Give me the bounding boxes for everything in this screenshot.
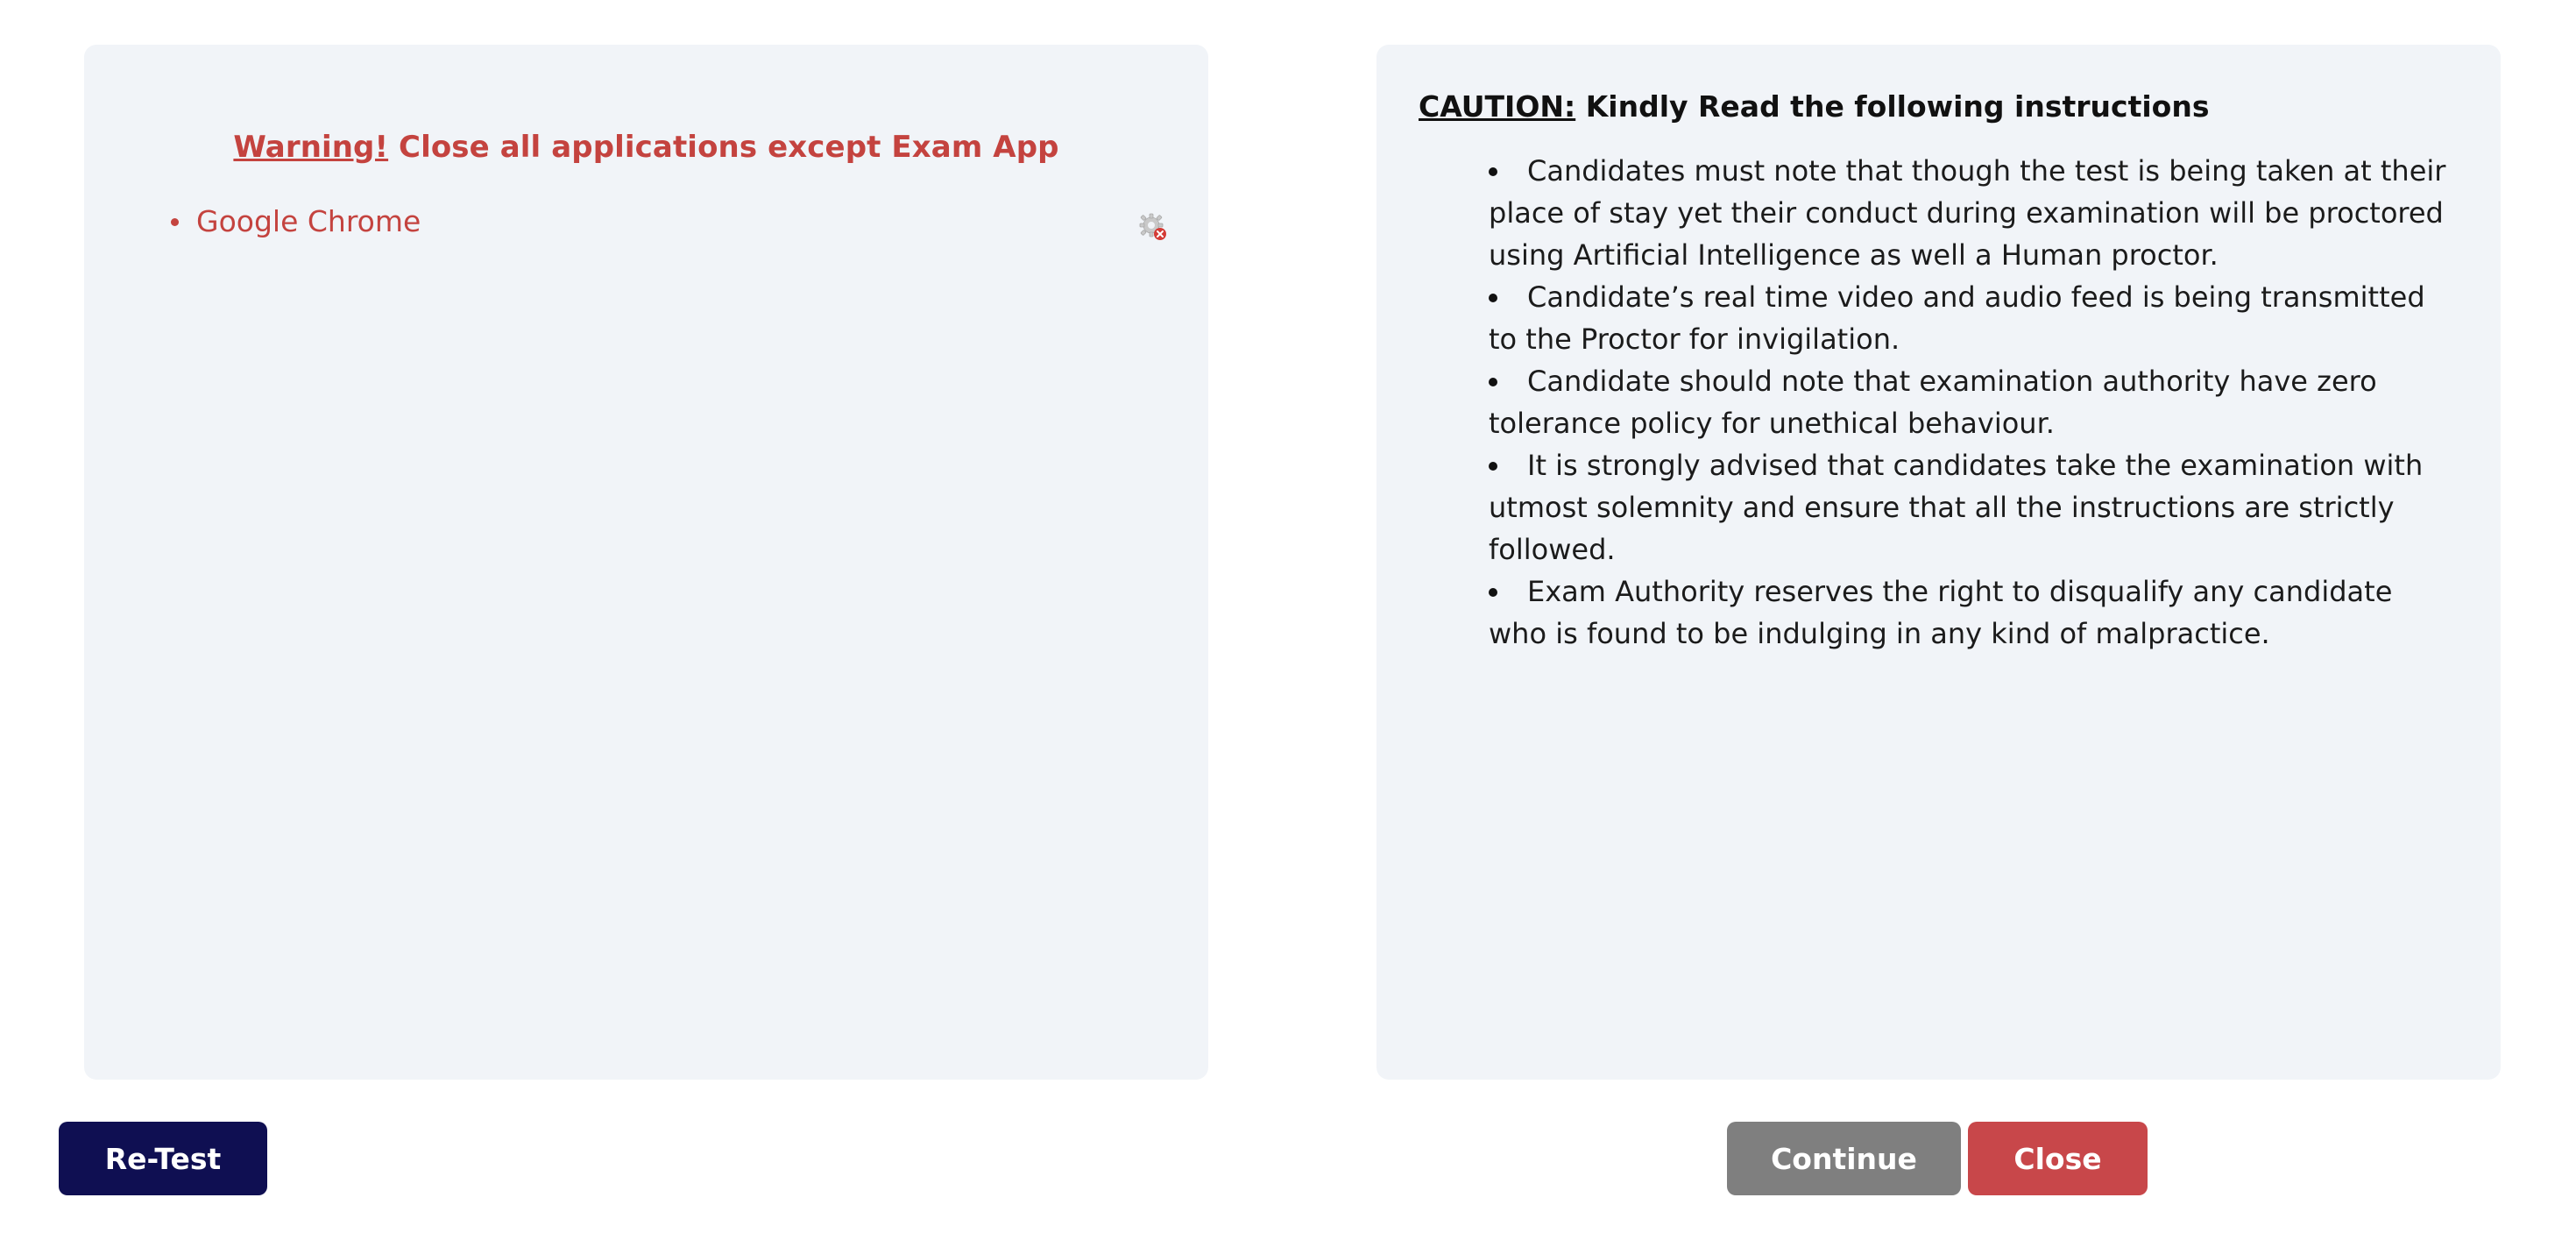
app-name: Google Chrome: [196, 204, 421, 238]
instructions-list: [1419, 150, 2459, 655]
list-item: It is strongly advised that candidates take the examination with utmost solemnity and ensure that all the instructions are strictly followed.: [1489, 444, 2459, 570]
list-item: Candidate’s real time video and audio feed is being transmitted to the Proctor for invigilation.: [1489, 276, 2459, 360]
retest-button[interactable]: Re-Test: [59, 1122, 267, 1195]
continue-button[interactable]: Continue: [1727, 1122, 1961, 1195]
list-item: Candidates must note that though the test is being taken at their place of stay yet their conduct during examination will be proctored using Artificial Intelligence as well a Human proctor.: [1489, 150, 2459, 276]
running-apps-panel: [84, 45, 1208, 1080]
warning-label: Warning!: [233, 130, 389, 165]
instructions-panel: [1376, 45, 2501, 1080]
close-button[interactable]: Close: [1968, 1122, 2148, 1195]
list-item: Exam Authority reserves the right to disqualify any candidate who is found to be indulging in any kind of malpractice.: [1489, 570, 2459, 655]
warning-heading: [84, 130, 1208, 165]
warning-message: Close all applications except Exam App: [388, 130, 1059, 165]
caution-heading: [1419, 85, 2459, 129]
caution-message: Kindly Read the following instructions: [1575, 89, 2210, 124]
list-item: [84, 197, 1208, 246]
running-apps-list: [84, 197, 1208, 246]
gear-error-icon: [1138, 208, 1168, 237]
list-item: Candidate should note that examination authority have zero tolerance policy for unethical behaviour.: [1489, 360, 2459, 444]
bullet: [171, 218, 179, 226]
caution-label: CAUTION:: [1419, 89, 1576, 124]
